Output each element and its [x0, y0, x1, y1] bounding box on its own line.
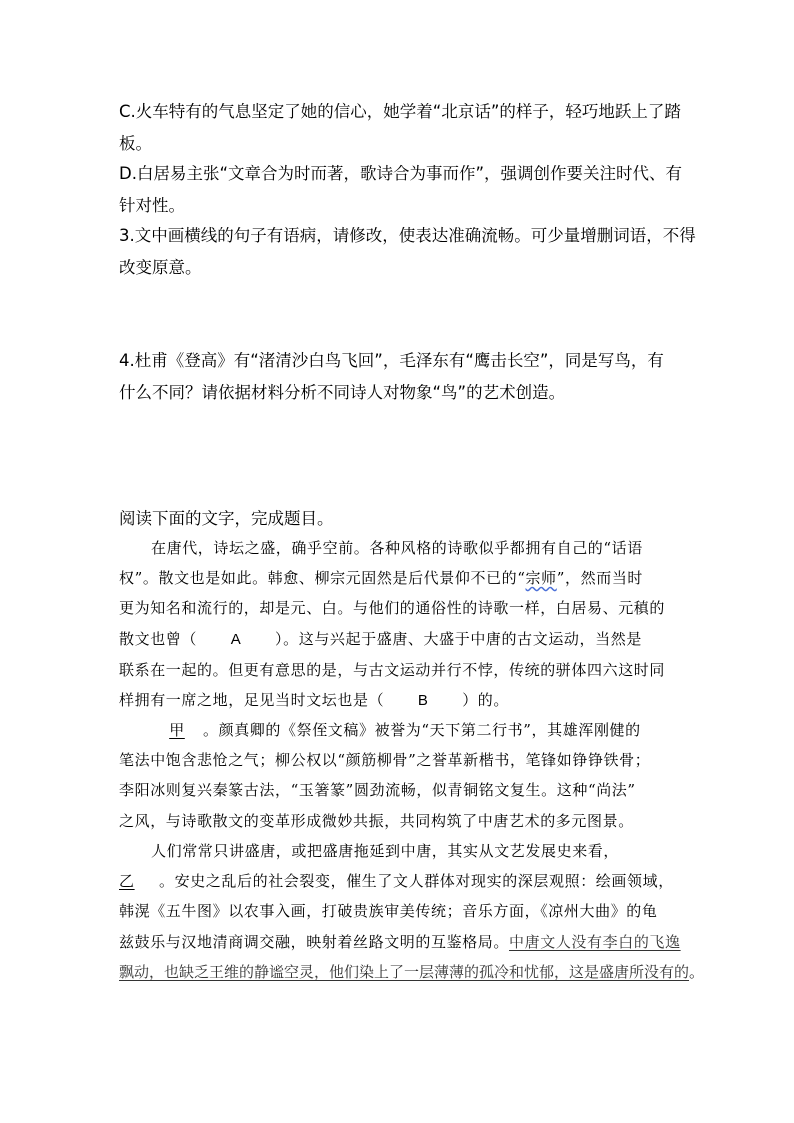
reading-instruction — [119, 503, 689, 535]
p3-line-4-a: 兹鼓乐与汉地清商调交融，映射着丝路文明的互鉴格局。 — [119, 932, 510, 951]
reading-instruction-text: 阅读下面的文字，完成题目。 — [119, 509, 334, 528]
p3-line-5 — [119, 957, 705, 987]
p3-line-5-end: 。 — [689, 962, 705, 981]
underlined-sentence-part-2: 飘动，也缺乏王维的静谧空灵，他们染上了一层薄薄的孤冷和忧郁，这是盛唐所没有的 — [119, 962, 690, 981]
p2-line-4: 之风，与诗歌散文的变革形成微妙共振，共同构筑了中唐艺术的多元图景。 — [119, 811, 634, 830]
p3-line-2 — [119, 866, 679, 896]
p1-line-2 — [119, 563, 679, 593]
option-c-line-1: C.火车特有的气息坚定了她的信心，她学着“北京话”的样子，轻巧地跃上了踏 — [119, 102, 681, 121]
p2-line-1 — [119, 715, 679, 745]
question-4-line-1: 4.杜甫《登高》有“渚清沙白鸟飞回”，毛泽东有“鹰击长空”，同是写鸟，有 — [119, 351, 664, 370]
p1-line-1: 在唐代，诗坛之盛，确乎空前。各种风格的诗歌似乎都拥有自己的“话语 — [151, 539, 643, 557]
p1-line-3: 更为知名和流行的，却是元、白。与他们的通俗性的诗歌一样，白居易、元稹的 — [119, 599, 666, 618]
p1-line-5: 联系在一起的。但更有意思的是，与古文运动并行不悖，传统的骈体四六这时同 — [119, 660, 666, 679]
question-3 — [119, 220, 696, 284]
underlined-sentence-part-1: 中唐文人没有李白的飞逸 — [509, 932, 681, 951]
p1-line-2-b: ”，然而当时 — [556, 569, 644, 588]
blank-yi: 乙 — [119, 872, 135, 891]
question-3-line-2: 改变原意。 — [119, 258, 202, 277]
p3-line-3: 韩滉《五牛图》以农事入画，打破贵族审美传统；音乐方面，《凉州大曲》的龟 — [119, 902, 658, 921]
p1-line-4 — [119, 624, 679, 655]
p1-line-4-b: ）。这与兴起于盛唐、大盛于中唐的古文运动，当然是 — [275, 629, 642, 648]
blank-jia: 甲 — [169, 721, 185, 739]
p3-line-1: 人们常常只讲盛唐，或把盛唐拖延到中唐，其实从文艺发展史来看， — [151, 842, 620, 860]
question-3-line-1: 3.文中画横线的句子有语病，请修改，使表达准确流畅。可少量增删词语，不得 — [119, 226, 696, 245]
p1-line-6-a: 样拥有一席之地，足见当时文坛也是（ — [119, 691, 385, 710]
option-d-line-1: D.白居易主张“文章合为时而著，歌诗合为事而作”，强调创作要关注时代、有 — [119, 164, 683, 183]
p2-line-2: 笔法中饱含悲怆之气；柳公权以“颜筋柳骨”之誉革新楷书，笔锋如铮铮铁骨； — [119, 751, 651, 770]
option-d — [119, 158, 689, 222]
blank-b: B — [417, 692, 429, 710]
p3-line-2-b: 。安史之乱后的社会裂变，催生了文人群体对现实的深层观照：绘画领域， — [159, 872, 674, 891]
passage-paragraph-3 — [119, 836, 705, 987]
passage-paragraph-2 — [119, 715, 679, 836]
p2-line-3: 李阳冰则复兴秦篆古法，“玉箸篆”圆劲流畅，似青铜铭文复生。这种“尚法” — [119, 781, 636, 800]
question-4 — [119, 345, 689, 409]
p1-line-2-a: 权”。散文也是如此。韩愈、柳宗元固然是后代景仰不已的“ — [119, 569, 526, 588]
passage-paragraph-1 — [119, 533, 679, 716]
option-c-line-2: 板。 — [119, 134, 152, 153]
option-c — [119, 96, 689, 160]
p1-line-6 — [119, 685, 679, 716]
p3-line-4 — [119, 927, 679, 957]
blank-a: A — [230, 630, 242, 648]
option-d-line-2: 针对性。 — [119, 196, 185, 215]
p2-line-1-b: 。颜真卿的《祭侄文稿》被誉为“天下第二行书”，其雄浑刚健的 — [203, 721, 641, 739]
p1-line-6-b: ）的。 — [462, 691, 510, 710]
p1-line-4-a: 散文也曾（ — [119, 629, 198, 648]
wavy-underlined-word: 宗师 — [525, 569, 557, 588]
question-4-line-2: 什么不同？请依据材料分析不同诗人对物象“鸟”的艺术创造。 — [119, 383, 566, 402]
